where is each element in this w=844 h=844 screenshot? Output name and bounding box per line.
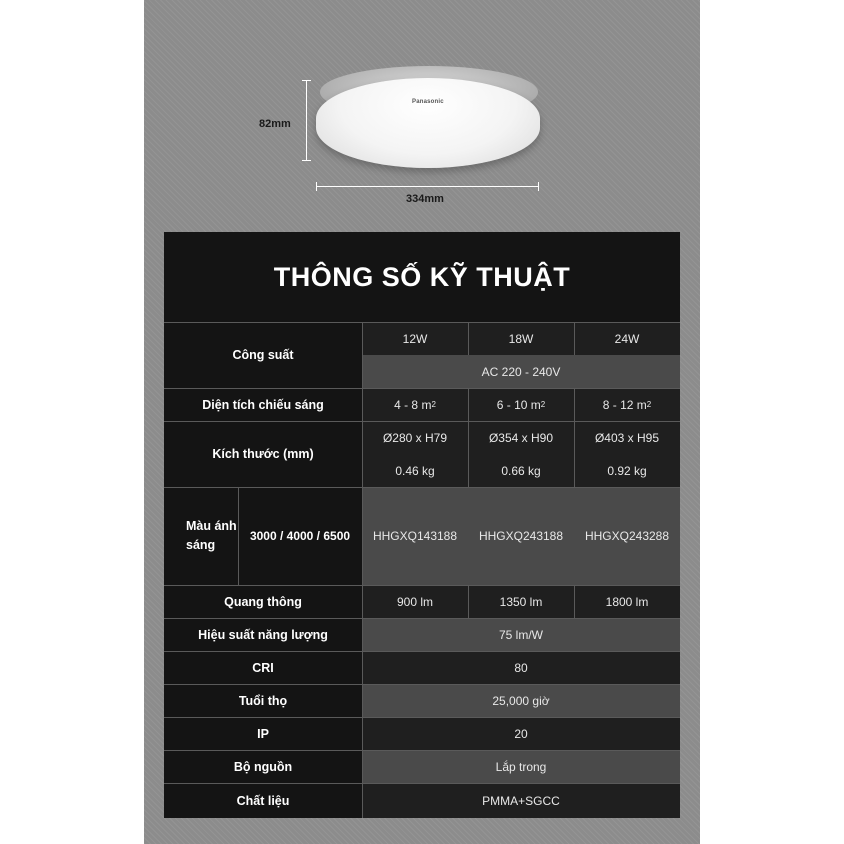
row-label-color: Màu ánh sáng bbox=[164, 487, 238, 585]
width-label: 334mm bbox=[406, 193, 444, 205]
cri-value: 80 bbox=[362, 651, 680, 684]
power-12w: 12W bbox=[362, 322, 468, 355]
height-dimension-line bbox=[306, 80, 307, 160]
material-value: PMMA+SGCC bbox=[362, 783, 680, 818]
voltage-value: AC 220 - 240V bbox=[362, 355, 680, 388]
driver-value: Lắp trong bbox=[362, 750, 680, 783]
model-3: HHGXQ243288 bbox=[574, 487, 680, 585]
row-label-driver: Bộ nguồn bbox=[164, 750, 362, 783]
grid-line bbox=[468, 322, 469, 355]
grid-line bbox=[574, 322, 575, 355]
grid-line bbox=[164, 585, 680, 586]
grid-line bbox=[164, 618, 680, 619]
model-1: HHGXQ143188 bbox=[362, 487, 468, 585]
grid-line bbox=[574, 585, 575, 618]
row-label-cri: CRI bbox=[164, 651, 362, 684]
grid-line bbox=[362, 322, 363, 818]
area-value-2: 6 - 10 m 2 bbox=[468, 388, 574, 421]
efficiency-value: 75 lm/W bbox=[362, 618, 680, 651]
weight-1: 0.46 kg bbox=[362, 454, 468, 487]
row-label-area: Diện tích chiếu sáng bbox=[164, 388, 362, 421]
grid-line bbox=[164, 388, 680, 389]
row-label-power: Công suất bbox=[164, 322, 362, 388]
row-label-size: Kích thước (mm) bbox=[164, 421, 362, 487]
width-dimension-cap-right bbox=[538, 182, 539, 191]
area-value-1: 4 - 8 m 2 bbox=[362, 388, 468, 421]
spec-title: THÔNG SỐ KỸ THUẬT bbox=[273, 261, 571, 292]
size-dim-3: Ø403 x H95 bbox=[574, 421, 680, 454]
ip-value: 20 bbox=[362, 717, 680, 750]
power-24w: 24W bbox=[574, 322, 680, 355]
grid-line bbox=[164, 684, 680, 685]
weight-2: 0.66 kg bbox=[468, 454, 574, 487]
grid-line bbox=[468, 388, 469, 487]
life-value: 25,000 giờ bbox=[362, 684, 680, 717]
grid-line bbox=[164, 750, 680, 751]
width-dimension-cap-left bbox=[316, 182, 317, 191]
flux-3: 1800 lm bbox=[574, 585, 680, 618]
grid-line bbox=[164, 783, 680, 784]
row-label-material: Chất liệu bbox=[164, 783, 362, 818]
grid-line bbox=[574, 388, 575, 487]
height-dimension-cap-top bbox=[302, 80, 311, 81]
grid-line bbox=[238, 487, 239, 585]
height-label: 82mm bbox=[259, 118, 291, 130]
grid-line bbox=[164, 322, 680, 323]
row-label-flux: Quang thông bbox=[164, 585, 362, 618]
grid-line bbox=[164, 651, 680, 652]
grid-line bbox=[468, 585, 469, 618]
row-label-ip: IP bbox=[164, 717, 362, 750]
power-18w: 18W bbox=[468, 322, 574, 355]
flux-1: 900 lm bbox=[362, 585, 468, 618]
size-dim-1: Ø280 x H79 bbox=[362, 421, 468, 454]
spec-table bbox=[164, 232, 680, 818]
row-label-life: Tuổi thọ bbox=[164, 684, 362, 717]
grid-line bbox=[164, 487, 680, 488]
product-panel bbox=[144, 0, 700, 844]
flux-2: 1350 lm bbox=[468, 585, 574, 618]
height-dimension-cap-bottom bbox=[302, 160, 311, 161]
row-label-efficiency: Hiệu suất năng lượng bbox=[164, 618, 362, 651]
grid-line bbox=[164, 717, 680, 718]
grid-line bbox=[164, 421, 680, 422]
weight-3: 0.92 kg bbox=[574, 454, 680, 487]
size-dim-2: Ø354 x H90 bbox=[468, 421, 574, 454]
width-dimension-line bbox=[316, 186, 538, 187]
color-temps: 3000 / 4000 / 6500 bbox=[238, 487, 362, 585]
lamp-image bbox=[316, 78, 540, 168]
lamp-brand-logo: Panasonic bbox=[412, 99, 444, 105]
area-value-3: 8 - 12 m 2 bbox=[574, 388, 680, 421]
model-2: HHGXQ243188 bbox=[468, 487, 574, 585]
